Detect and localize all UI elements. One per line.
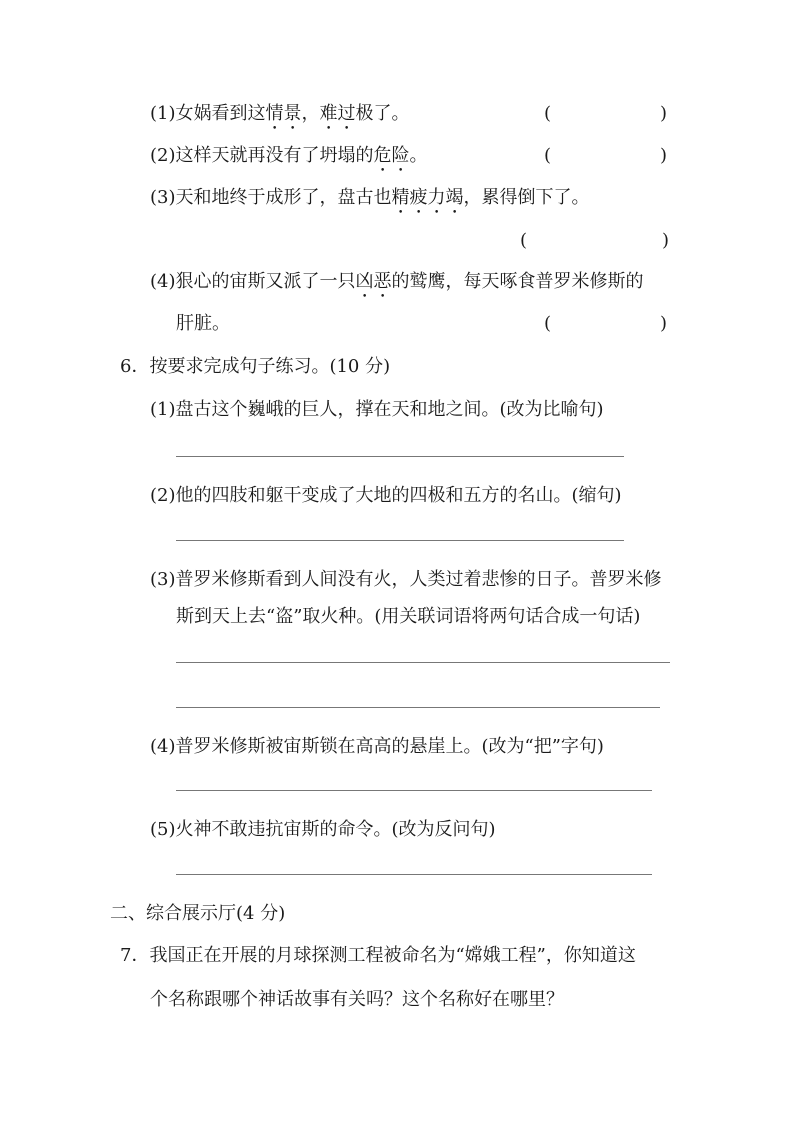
answer-paren-close: ) xyxy=(660,145,668,166)
dotted-word: 凶恶 xyxy=(355,271,392,292)
q6-item-2: (2)他的四肢和躯干变成了大地的四极和五方的名山。(缩句) xyxy=(150,485,622,506)
answer-paren-open: ( xyxy=(544,103,552,124)
q5-item-3: (3)天和地终于成形了，盘古也精疲力竭，累得倒下了。 xyxy=(150,187,590,208)
answer-line[interactable] xyxy=(176,874,652,875)
answer-paren-close: ) xyxy=(660,103,668,124)
q5-item-3-number: (3) xyxy=(150,187,176,208)
q5-item-1: (1)女娲看到这情景，难过极了。 xyxy=(150,103,410,124)
answer-line[interactable] xyxy=(176,707,660,708)
q5-item-4-number: (4) xyxy=(150,271,176,292)
q5-item-1-number: (1) xyxy=(150,103,176,124)
dotted-word: 难过 xyxy=(319,103,356,124)
q5-item-2: (2)这样天就再没有了坍塌的危险。 xyxy=(150,145,428,166)
q6-heading: 6．按要求完成句子练习。(10 分) xyxy=(120,356,391,377)
answer-line[interactable] xyxy=(176,540,624,541)
dotted-word: 精疲力竭 xyxy=(391,187,464,208)
answer-paren-open: ( xyxy=(520,230,528,251)
q5-item-4: (4)狠心的宙斯又派了一只凶恶的鹫鹰，每天啄食普罗米修斯的 xyxy=(150,271,644,292)
q5-item-4-continuation: 肝脏。 xyxy=(176,313,230,334)
answer-paren-close: ) xyxy=(660,313,668,334)
q6-item-3-continuation: 斯到天上去“盗”取火种。(用关联词语将两句话合成一句话) xyxy=(176,606,641,627)
answer-line[interactable] xyxy=(176,662,670,663)
dotted-word: 情景 xyxy=(265,103,302,124)
answer-line[interactable] xyxy=(176,790,652,791)
q7-line-1: 7．我国正在开展的月球探测工程被命名为“嫦娥工程”，你知道这 xyxy=(120,945,636,966)
answer-paren-close: ) xyxy=(662,230,670,251)
q5-item-2-number: (2) xyxy=(150,145,176,166)
answer-line[interactable] xyxy=(176,456,624,457)
answer-paren-open: ( xyxy=(544,313,552,334)
q6-item-4: (4)普罗米修斯被宙斯锁在高高的悬崖上。(改为“把”字句) xyxy=(150,736,604,757)
q6-item-5: (5)火神不敢违抗宙斯的命令。(改为反问句) xyxy=(150,819,496,840)
q6-item-3: (3)普罗米修斯看到人间没有火，人类过着悲惨的日子。普罗米修 xyxy=(150,569,662,590)
dotted-word: 危险 xyxy=(373,145,410,166)
q7-line-2: 个名称跟哪个神话故事有关吗？这个名称好在哪里？ xyxy=(150,989,564,1010)
q6-item-1: (1)盘古这个巍峨的巨人，撑在天和地之间。(改为比喻句) xyxy=(150,399,604,420)
section-2-heading: 二、综合展示厅(4 分) xyxy=(110,903,286,924)
answer-paren-open: ( xyxy=(544,145,552,166)
